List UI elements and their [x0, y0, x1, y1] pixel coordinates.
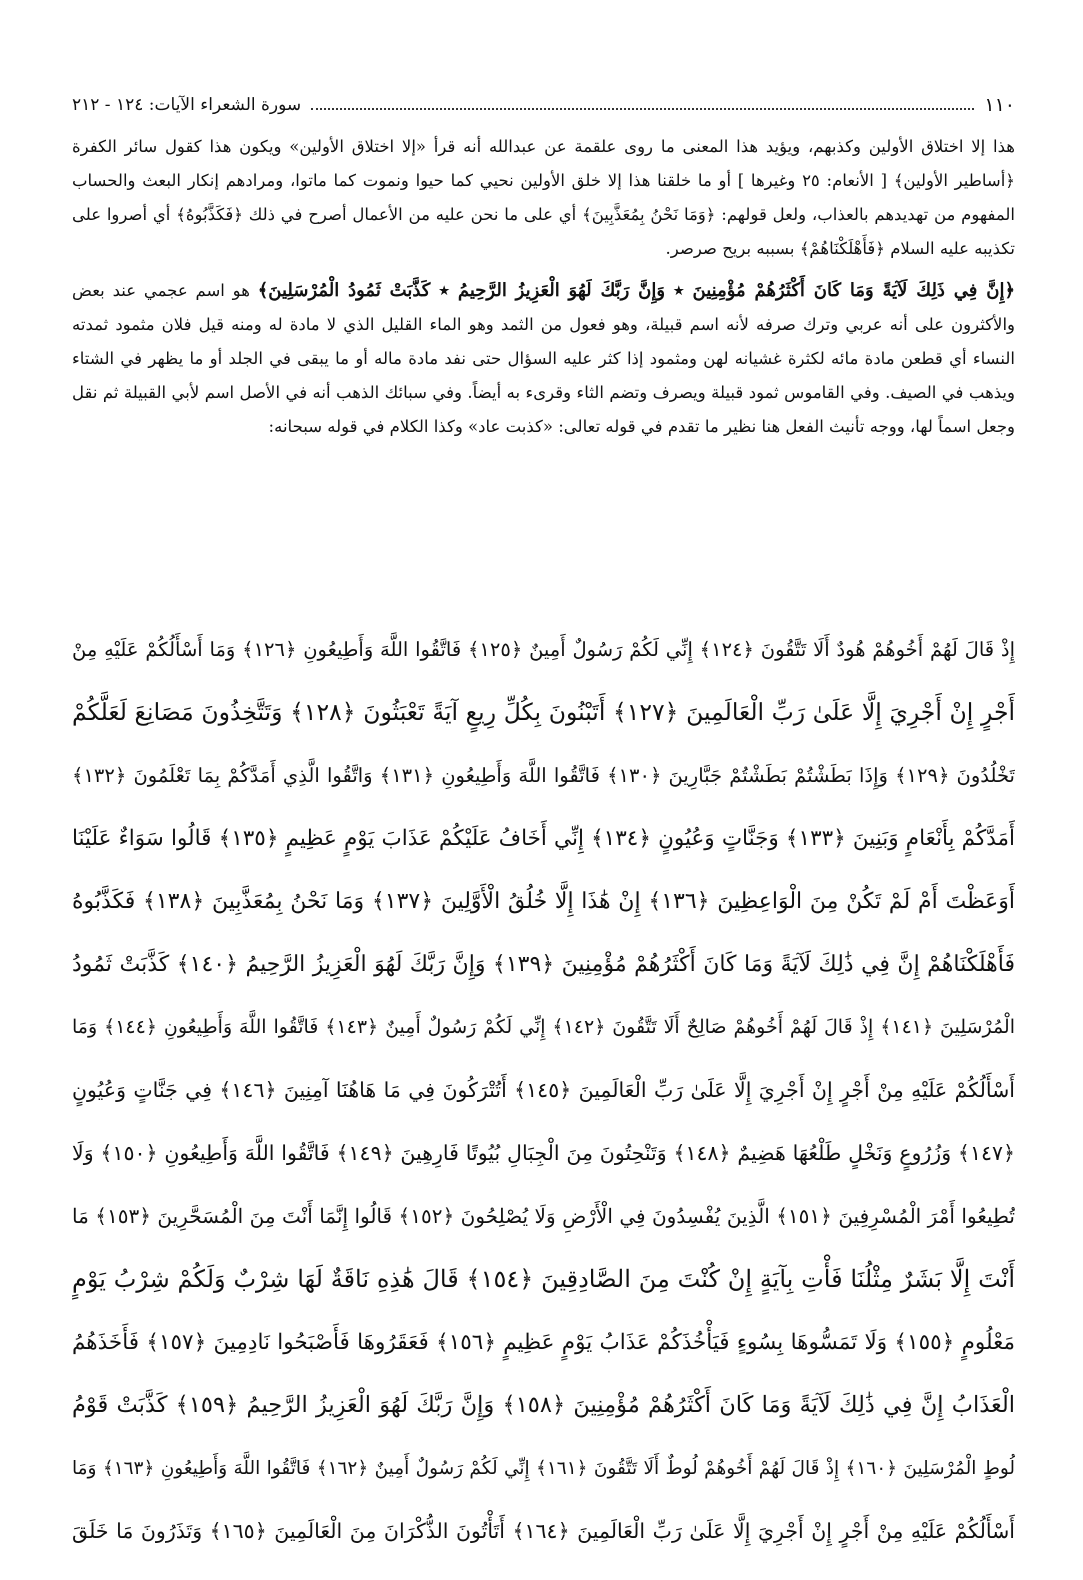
verse-line: أَنْتَ إِلَّا بَشَرٌ مِثْلُنَا فَأْتِ بِآيَةٍ إِنْ كُنْتَ مِنَ الصَّادِقِينَ ﴿١٥٤﴾ قَالَ هَٰذِهِ نَاقَةٌ لَهَا شِرْبٌ وَلَكُمْ شِرْبُ يَوْمٍ	[72, 1265, 1015, 1293]
commentary-paragraph-2-text: هو اسم عجمي عند بعض والأكثرون على أنه عربي وترك صرفه لأنه اسم قبيلة، وهو فعول من الثمد وهو الماء القليل الذي لا مادة له ومنه قيل فلان مثمود ثمدته النساء أي قطعن مادة مائه لكثرة غشيانه لهن ومثمود إذا كثر عليه السؤال حتى نفد مادة ماله أو ما يبقى في الجلد أو ما يظهر في الشتاء ويذهب في الصيف. وفي القاموس ثمود قبيلة ويصرف وتضم الثاء وقرىء به أيضاً. وفي سبائك الذهب أنه في الأصل اسم لأبي القبيلة ثم نقل وجعل اسماً لها، ووجه تأنيث الفعل هنا نظير ما تقدم في قوله تعالى: «كذبت عاد» وكذا الكلام في قوله سبحانه:	[72, 281, 1015, 436]
verse-line: تُطِيعُوا أَمْرَ الْمُسْرِفِينَ ﴿١٥١﴾ الَّذِينَ يُفْسِدُونَ فِي الْأَرْضِ وَلَا يُصْلِحُونَ ﴿١٥٢﴾ قَالُوا إِنَّمَا أَنْتَ مِنَ الْمُسَحَّرِينَ ﴿١٥٣﴾ مَا	[72, 1204, 1015, 1228]
verse-line: الْمُرْسَلِينَ ﴿١٤١﴾ إِذْ قَالَ لَهُمْ أَخُوهُمْ صَالِحٌ أَلَا تَتَّقُونَ ﴿١٤٢﴾ إِنِّي لَكُمْ رَسُولٌ أَمِينٌ ﴿١٤٣﴾ فَاتَّقُوا اللَّهَ وَأَطِيعُونِ ﴿١٤٤﴾ وَمَا	[72, 1016, 1015, 1038]
verse-line: لُوطٍ الْمُرْسَلِينَ ﴿١٦٠﴾ إِذْ قَالَ لَهُمْ أَخُوهُمْ لُوطٌ أَلَا تَتَّقُونَ ﴿١٦١﴾ إِنِّي لَكُمْ رَسُولٌ أَمِينٌ ﴿١٦٢﴾ فَاتَّقُوا اللَّهَ وَأَطِيعُونِ ﴿١٦٣﴾ وَمَا	[72, 1458, 1015, 1479]
quran-verses-block	[72, 618, 1015, 1563]
verse-line: الْعَذَابُ إِنَّ فِي ذَٰلِكَ لَآيَةً وَمَا كَانَ أَكْثَرُهُمْ مُؤْمِنِينَ ﴿١٥٨﴾ وَإِنَّ رَبَّكَ لَهُوَ الْعَزِيزُ الرَّحِيمُ ﴿١٥٩﴾ كَذَّبَتْ قَوْمُ	[72, 1392, 1015, 1418]
verse-line: أَجْرٍ إِنْ أَجْرِيَ إِلَّا عَلَىٰ رَبِّ الْعَالَمِينَ ﴿١٢٧﴾ أَتَبْنُونَ بِكُلِّ رِيعٍ آيَةً تَعْبَثُونَ ﴿١٢٨﴾ وَتَتَّخِذُونَ مَصَانِعَ لَعَلَّكُمْ	[72, 698, 1015, 726]
verse-line: تَخْلُدُونَ ﴿١٢٩﴾ وَإِذَا بَطَشْتُمْ بَطَشْتُمْ جَبَّارِينَ ﴿١٣٠﴾ فَاتَّقُوا اللَّهَ وَأَطِيعُونِ ﴿١٣١﴾ وَاتَّقُوا الَّذِي أَمَدَّكُمْ بِمَا تَعْلَمُونَ ﴿١٣٢﴾	[72, 764, 1015, 787]
header-dotted-leader	[311, 108, 974, 110]
page-number: ١١٠	[984, 94, 1015, 116]
commentary-text	[72, 130, 1015, 444]
commentary-paragraph-1: هذا إلا اختلاق الأولين وكذبهم، ويؤيد هذا المعنى ما روى علقمة عن عبدالله أنه قرأ «إلا اختلاق الأولين» ويكون هذا كقول سائر الكفرة ﴿أساطير الأولين﴾ [ الأنعام: ٢٥ وغيرها ] أو ما خلقنا هذا إلا خلق الأولين نحيي كما حيوا ونموت كما ماتوا، ومرادهم إنكار البعث والحساب المفهوم من تهديدهم بالعذاب، ولعل قولهم: ﴿وَمَا نَحْنُ بِمُعَذَّبِينَ﴾ أي على ما نحن عليه من الأعمال أصرح في ذلك ﴿فَكَذَّبُوهُ﴾ أي أصروا على تكذيبه عليه السلام ﴿فَأَهْلَكْنَاهُمْ﴾ بسببه بريح صرصر.	[72, 137, 1015, 258]
commentary-paragraph-2	[72, 274, 1015, 444]
verse-line: مَعْلُومٍ ﴿١٥٥﴾ وَلَا تَمَسُّوهَا بِسُوءٍ فَيَأْخُذَكُمْ عَذَابُ يَوْمٍ عَظِيمٍ ﴿١٥٦﴾ فَعَقَرُوهَا فَأَصْبَحُوا نَادِمِينَ ﴿١٥٧﴾ فَأَخَذَهُمُ	[72, 1330, 1015, 1355]
verse-line: فَأَهْلَكْنَاهُمْ إِنَّ فِي ذَٰلِكَ لَآيَةً وَمَا كَانَ أَكْثَرُهُمْ مُؤْمِنِينَ ﴿١٣٩﴾ وَإِنَّ رَبَّكَ لَهُوَ الْعَزِيزُ الرَّحِيمُ ﴿١٤٠﴾ كَذَّبَتْ ثَمُودُ	[72, 952, 1015, 977]
verse-line: أَسْأَلُكُمْ عَلَيْهِ مِنْ أَجْرٍ إِنْ أَجْرِيَ إِلَّا عَلَىٰ رَبِّ الْعَالَمِينَ ﴿١٤٥﴾ أَتُتْرَكُونَ فِي مَا هَاهُنَا آمِنِينَ ﴿١٤٦﴾ فِي جَنَّاتٍ وَعُيُونٍ	[72, 1078, 1015, 1102]
running-title: سورة الشعراء الآيات: ١٢٤ - ٢١٢	[72, 95, 302, 115]
page-header	[72, 86, 1015, 116]
verse-line: إِذْ قَالَ لَهُمْ أَخُوهُمْ هُودٌ أَلَا تَتَّقُونَ ﴿١٢٤﴾ إِنِّي لَكُمْ رَسُولٌ أَمِينٌ ﴿١٢٥﴾ فَاتَّقُوا اللَّهَ وَأَطِيعُونِ ﴿١٢٦﴾ وَمَا أَسْأَلُكُمْ عَلَيْهِ مِنْ	[72, 638, 1015, 661]
verse-line: أَسْأَلُكُمْ عَلَيْهِ مِنْ أَجْرٍ إِنْ أَجْرِيَ إِلَّا عَلَىٰ رَبِّ الْعَالَمِينَ ﴿١٦٤﴾ أَتَأْتُونَ الذُّكْرَانَ مِنَ الْعَالَمِينَ ﴿١٦٥﴾ وَتَذَرُونَ مَا خَلَقَ	[72, 1519, 1015, 1543]
verse-line: أَوَعَظْتَ أَمْ لَمْ تَكُنْ مِنَ الْوَاعِظِينَ ﴿١٣٦﴾ إِنْ هَٰذَا إِلَّا خُلُقُ الْأَوَّلِينَ ﴿١٣٧﴾ وَمَا نَحْنُ بِمُعَذَّبِينَ ﴿١٣٨﴾ فَكَذَّبُوهُ	[72, 889, 1015, 914]
verse-line: أَمَدَّكُمْ بِأَنْعَامٍ وَبَنِينَ ﴿١٣٣﴾ وَجَنَّاتٍ وَعُيُونٍ ﴿١٣٤﴾ إِنِّي أَخَافُ عَلَيْكُمْ عَذَابَ يَوْمٍ عَظِيمٍ ﴿١٣٥﴾ قَالُوا سَوَاءٌ عَلَيْنَا	[72, 826, 1015, 851]
verse-line: ﴿١٤٧﴾ وَزُرُوعٍ وَنَخْلٍ طَلْعُهَا هَضِيمٌ ﴿١٤٨﴾ وَتَنْحِتُونَ مِنَ الْجِبَالِ بُيُوتًا فَارِهِينَ ﴿١٤٩﴾ فَاتَّقُوا اللَّهَ وَأَطِيعُونِ ﴿١٥٠﴾ وَلَا	[72, 1141, 1015, 1165]
quran-quote: ﴿إِنَّ فِي ذَلِكَ لَآيَةً وَمَا كَانَ أَكْثَرُهُمْ مُؤْمِنِينَ ٭ وَإِنَّ رَبَّكَ لَهُوَ الْعَزِيزُ الرَّحِيمُ ٭ كَذَّبَتْ ثَمُودُ الْمُرْسَلِينَ﴾	[257, 280, 1015, 301]
